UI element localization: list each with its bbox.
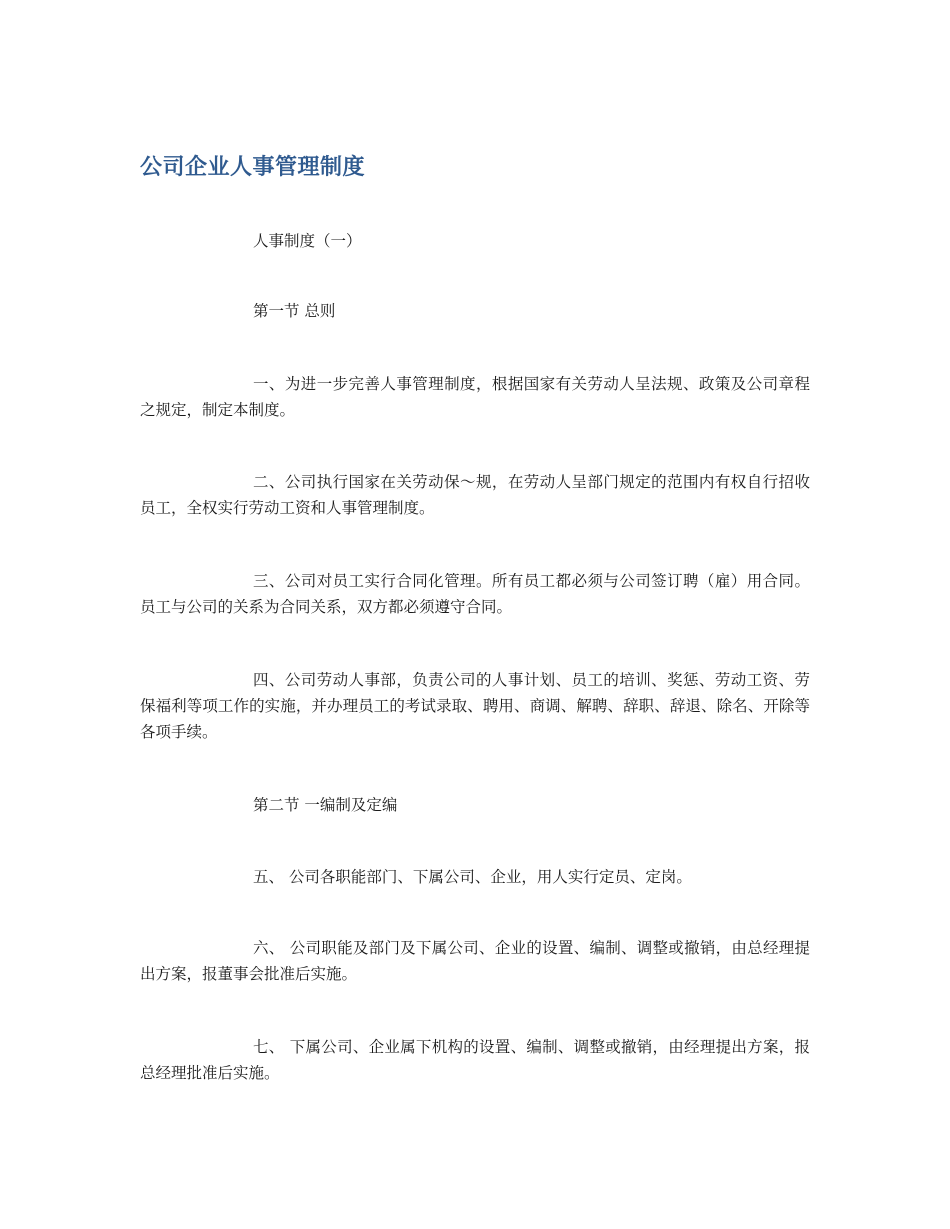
paragraph-7: 七、 下属公司、企业属下机构的设置、编制、调整或撤销，由经理提出方案，报总经理批准后实施。 (140, 1038, 810, 1082)
document-title: 公司企业人事管理制度 (140, 155, 366, 180)
paragraph-4: 四、公司劳动人事部，负责公司的人事计划、员工的培训、奖惩、劳动工资、劳保福利等项工作的实施，并办理员工的考试录取、聘用、商调、解聘、辞职、辞退、除名、开除等各项手续。 (140, 671, 810, 741)
section-heading-2: 第二节 一编制及定编 (253, 796, 398, 814)
paragraph-2: 二、公司执行国家在关劳动保～规，在劳动人呈部门规定的范围内有权自行招收员工，全权实行劳动工资和人事管理制度。 (140, 473, 810, 517)
paragraph-1: 一、为进一步完善人事管理制度，根据国家有关劳动人呈法规、政策及公司章程之规定，制定本制度。 (140, 375, 810, 419)
paragraph-6: 六、 公司职能及部门及下属公司、企业的设置、编制、调整或撤销，由总经理提出方案，报董事会批准后实施。 (140, 939, 810, 983)
paragraph-3: 三、公司对员工实行合同化管理。所有员工都必须与公司签订聘（雇）用合同。员工与公司的关系为合同关系，双方都必须遵守合同。 (140, 572, 810, 616)
paragraph-5: 五、 公司各职能部门、下属公司、企业，用人实行定员、定岗。 (253, 868, 692, 886)
document-subtitle: 人事制度（一） (253, 232, 362, 250)
section-heading-1: 第一节 总则 (253, 302, 336, 320)
